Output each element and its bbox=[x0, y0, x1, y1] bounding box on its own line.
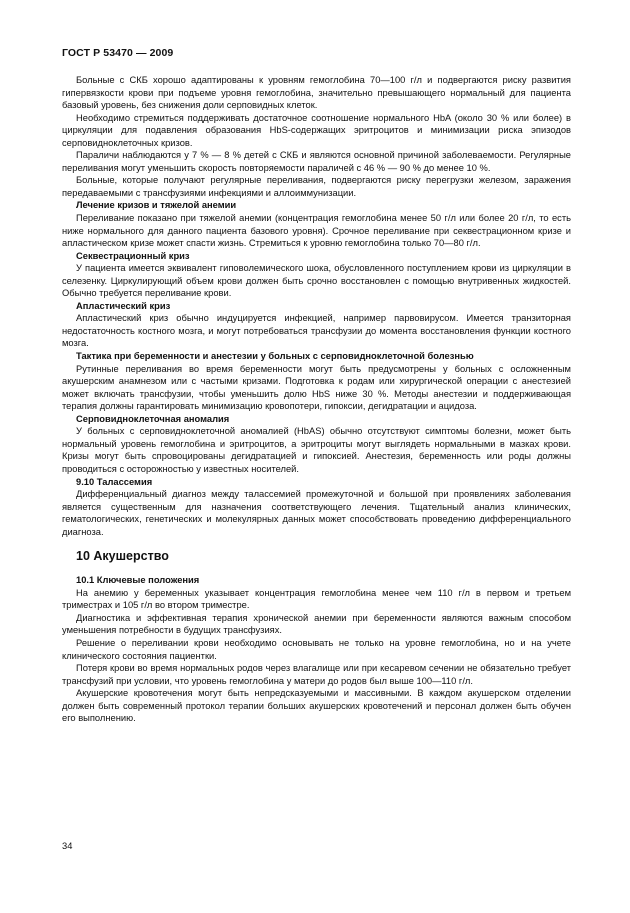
section-heading: Секвестрационный криз bbox=[76, 250, 190, 261]
section-heading: Лечение кризов и тяжелой анемии bbox=[76, 200, 237, 211]
document-body bbox=[62, 74, 571, 725]
paragraph: Дифференциальный диагноз между талассемией промежуточной и большой при проявлениях заболевания является существенным для назначения соответствующего лечения. Тщательный анализ клинических, гематологических, генетических и молекулярных данных может способствовать проведению дифференциального диагноза. bbox=[62, 489, 571, 537]
paragraph: Потеря крови во время нормальных родов через влагалище или при кесаревом сечении не обязательно требует трансфузий при условии, что уровень гемоглобина у матери до родов был выше 100—110 г/л. bbox=[62, 663, 571, 686]
chapter-heading: 10 Акушерство bbox=[76, 549, 169, 564]
paragraph: На анемию у беременных указывает концентрация гемоглобина менее чем 110 г/л в первом и третьем триместрах и 105 г/л во втором триместре. bbox=[62, 587, 571, 611]
section-heading: 9.10 Талассемия bbox=[76, 476, 153, 487]
section-heading: Серповидноклеточная аномалия bbox=[76, 413, 230, 424]
section-heading: Тактика при беременности и анестезии у больных с серповидноклеточной болезнью bbox=[76, 351, 474, 362]
paragraph: Рутинные переливания во время беременности могут быть предусмотрены у больных с осложненным акушерским анамнезом или с частыми кризами. Подготовка к родам или хирургической операции с анестезией может включать трансфузии, чтобы уменьшить долю HbS ниже 30 %. Методы анестезии и поддерживающая терапия должны гарантировать минимизацию кровопотери, гипоксии, дегидратации и ацидоза. bbox=[62, 363, 571, 412]
paragraph: Диагностика и эффективная терапия хронической анемии при беременности являются важным способом уменьшения потребности в будущих трансфузиях. bbox=[62, 612, 571, 636]
paragraph: Акушерские кровотечения могут быть непредсказуемыми и массивными. В каждом акушерском отделении должен быть современный протокол терапии больших акушерских кровотечений и персонал должен быть обучен его выполнению. bbox=[62, 688, 571, 724]
page-number: 34 bbox=[62, 841, 73, 851]
paragraph: Переливание показано при тяжелой анемии (концентрация гемоглобина менее 50 г/л или более 20 г/л, то есть ниже нормального для данного пациента базового уровня). Срочное переливание при секвестрационном кризе и апластическом кризе может спасти жизнь. Стремиться к уровню гемоглобина только 70—80 г/л. bbox=[62, 213, 571, 249]
paragraph: Параличи наблюдаются у 7 % — 8 % детей с СКБ и являются основной причиной заболеваемости. Регулярные переливания могут уменьшить скорость повторяемости параличей с 46 % — 90 % до менее 10 %. bbox=[62, 150, 571, 173]
section-heading: Апластический криз bbox=[76, 300, 171, 311]
paragraph: Больные, которые получают регулярные переливания, подвергаются риску перегрузки железом, заражения передаваемыми с трансфузиями инфекциями и аллоиммунизации. bbox=[62, 175, 571, 198]
section-heading: 10.1 Ключевые положения bbox=[76, 575, 200, 586]
paragraph: Решение о переливании крови необходимо основывать не только на уровне гемоглобина, но и на учете клинического состояния пациентки. bbox=[62, 637, 571, 661]
document-header: ГОСТ Р 53470 — 2009 bbox=[62, 47, 174, 59]
paragraph: У пациента имеется эквивалент гиповолемического шока, обусловленного поступлением крови из циркуляции в селезенку. Циркулирующий объем крови должен быть срочно восстановлен с помощью внутривенных жидкостей. Обычно требуется переливание крови. bbox=[62, 263, 571, 299]
paragraph: У больных с серповидноклеточной аномалией (HbAS) обычно отсутствуют симптомы болезни, может быть нормальный уровень гемоглобина и эритроцитов, а эритроциты могут выглядеть нормальными в мазках крови. Кризы могут быть спровоцированы дегидратацией и гипоксией. Анестезия, беременность или роды должны проводиться с осторожностью у известных носителей. bbox=[62, 426, 571, 474]
paragraph: Больные с СКБ хорошо адаптированы к уровням гемоглобина 70—100 г/л и подвергаются риску развития гипервязкости крови при подъеме уровня гемоглобина, значительно превышающего нормальный для пациента базовый уровень, без снижения доли серповидных клеток. bbox=[62, 75, 571, 111]
paragraph: Необходимо стремиться поддерживать достаточное соотношение нормального HbA (около 30 % или более) в циркуляции для подавления образования HbS-содержащих эритроцитов и минимизации риска эпизодов серповидноклеточных кризов. bbox=[62, 112, 571, 148]
paragraph: Апластический криз обычно индуцируется инфекцией, например парвовирусом. Имеется транзиторная недостаточность костного мозга, и могут потребоваться трансфузии до момента восстановления функции костного мозга. bbox=[62, 313, 571, 349]
